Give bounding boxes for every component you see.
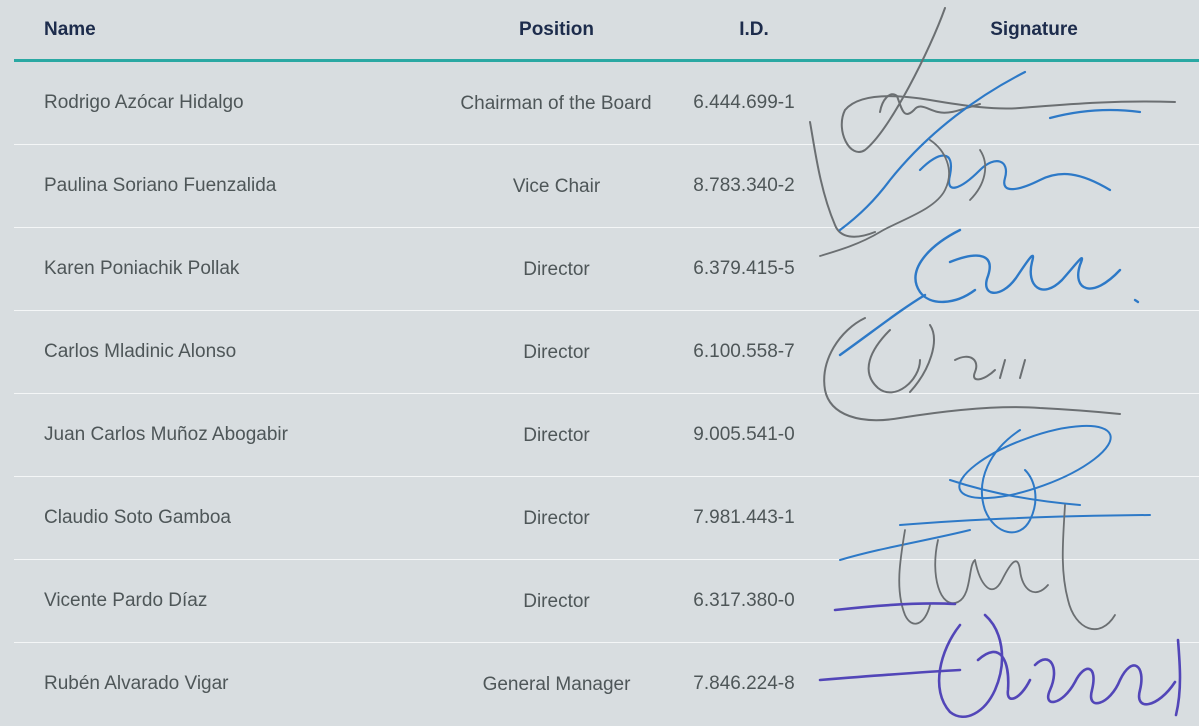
header-signature: Signature [990, 19, 1078, 40]
row-name: Carlos Mladinic Alonso [44, 341, 237, 362]
row-id: 6.100.558-7 [693, 341, 795, 362]
table-row [14, 394, 1199, 477]
row-name: Paulina Soriano Fuenzalida [44, 175, 277, 196]
row-name: Juan Carlos Muñoz Abogabir [44, 424, 288, 445]
row-id: 7.981.443-1 [693, 507, 795, 528]
row-position: Chairman of the Board [460, 92, 652, 114]
row-position: Director [523, 424, 590, 446]
table-header [14, 0, 1199, 62]
header-name: Name [44, 19, 96, 40]
row-name: Karen Poniachik Pollak [44, 258, 240, 279]
row-id: 6.379.415-5 [693, 258, 795, 279]
header-id: I.D. [739, 19, 769, 40]
row-name: Vicente Pardo Díaz [44, 590, 208, 611]
table-row [14, 560, 1199, 643]
table-row [14, 643, 1199, 726]
row-position: Director [523, 341, 590, 363]
header-position: Position [519, 19, 594, 40]
row-id: 9.005.541-0 [693, 424, 795, 445]
row-name: Rodrigo Azócar Hidalgo [44, 92, 244, 113]
row-id: 7.846.224-8 [693, 673, 795, 694]
table-row [14, 62, 1199, 145]
row-name: Rubén Alvarado Vigar [44, 673, 229, 694]
table-row [14, 145, 1199, 228]
table-row [14, 228, 1199, 311]
table-body [0, 62, 1199, 726]
row-position: Director [523, 258, 590, 280]
row-position: General Manager [482, 673, 631, 695]
row-name: Claudio Soto Gamboa [44, 507, 231, 528]
table-row [14, 311, 1199, 394]
row-id: 6.317.380-0 [693, 590, 795, 611]
table-row [14, 477, 1199, 560]
row-position: Director [523, 507, 590, 529]
row-id: 8.783.340-2 [693, 175, 795, 196]
row-position: Director [523, 590, 590, 612]
row-id: 6.444.699-1 [693, 92, 795, 113]
row-position: Vice Chair [512, 175, 601, 197]
